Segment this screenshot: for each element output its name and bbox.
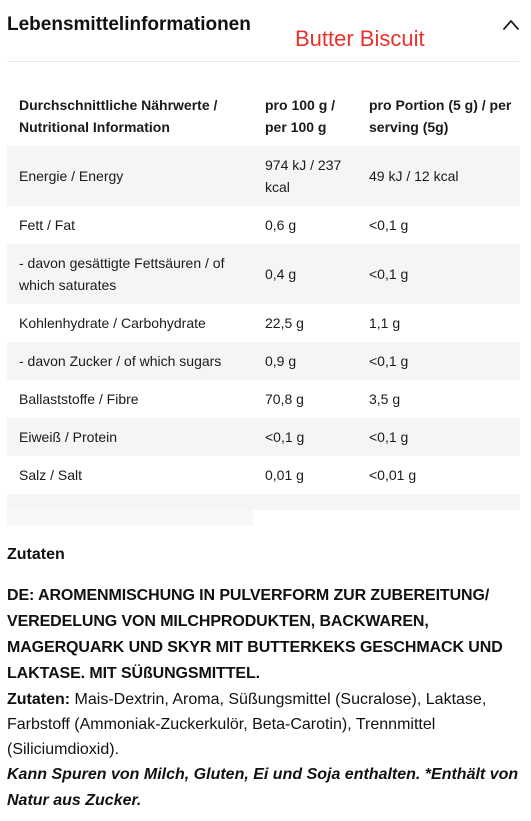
ingredients-description: DE: AROMENMISCHUNG IN PULVERFORM ZUR ZUBEREITUNG/ VEREDELUNG VON MILCHPRODUKTEN, BACKWAREN, MAGERQUARK UND SKYR MIT BUTTERKEKS GESCHMACK UND LAKTASE. MIT SÜßUNGSMITTEL. [7,587,503,682]
ingredients-list [7,687,523,762]
table-row [7,304,520,342]
nutrient-name: - davon Zucker / of which sugars [19,353,222,369]
table-footer-band [7,494,520,510]
value-per-serving: 3,5 g [369,391,401,407]
ingredients-title: Zutaten [7,546,65,563]
nutrition-table [7,84,520,494]
value-per-100g: 22,5 g [265,315,304,331]
value-per-serving: <0,1 g [369,217,409,233]
table-row [7,244,520,304]
table-row [7,418,520,456]
value-per-100g: <0,1 g [265,429,305,445]
table-row [7,380,520,418]
section-header[interactable] [0,0,531,62]
value-per-100g: 0,01 g [265,467,304,483]
column-header: pro 100 g / per 100 g [265,97,336,135]
product-name: Butter Biscuit [295,26,425,51]
table-row [7,206,520,244]
value-per-serving: 49 kJ / 12 kcal [369,168,459,184]
nutrient-name: Salz / Salt [19,467,83,483]
nutrient-name: Kohlenhydrate / Carbohydrate [19,315,206,331]
column-header: pro Portion (5 g) / per serving (5g) [369,97,512,135]
value-per-100g: 974 kJ / 237 kcal [265,157,342,195]
table-row [7,456,520,494]
nutrient-name: Fett / Fat [19,217,76,233]
value-per-100g: 70,8 g [265,391,304,407]
value-per-serving: <0,01 g [369,467,417,483]
nutrient-name: Ballaststoffe / Fibre [19,391,139,407]
nutrient-name: Eiweiß / Protein [19,429,118,445]
value-per-100g: 0,6 g [265,217,297,233]
nutrient-name: - davon gesättigte Fettsäuren / of which saturates [19,255,225,293]
nutrient-name: Energie / Energy [19,168,124,184]
allergen-note: Kann Spuren von Milch, Gluten, Ei und Soja enthalten. *Enthält von Natur aus Zucker. [7,766,519,809]
table-row [7,146,520,206]
section-title: Lebensmittelinformationen [7,14,251,35]
value-per-serving: <0,1 g [369,266,409,282]
ingredients-list-label: Zutaten: [7,691,71,708]
header-divider [7,61,519,62]
ingredients-list-text: Mais-Dextrin, Aroma, Süßungsmittel (Sucralose), Laktase, Farbstoff (Ammoniak-Zuckerkulör, Beta-Carotin), Trennmittel (Siliciumdioxid). [7,691,487,758]
value-per-serving: 1,1 g [369,315,401,331]
table-header-row [7,84,520,146]
chevron-up-icon[interactable] [502,18,520,32]
ingredients-section [7,546,523,814]
value-per-100g: 0,9 g [265,353,297,369]
value-per-serving: <0,1 g [369,353,409,369]
value-per-serving: <0,1 g [369,429,409,445]
table-row [7,342,520,380]
column-header: Durchschnittliche Nährwerte / Nutritional Information [19,97,218,135]
value-per-100g: 0,4 g [265,266,297,282]
table-scroll-band [7,510,253,526]
